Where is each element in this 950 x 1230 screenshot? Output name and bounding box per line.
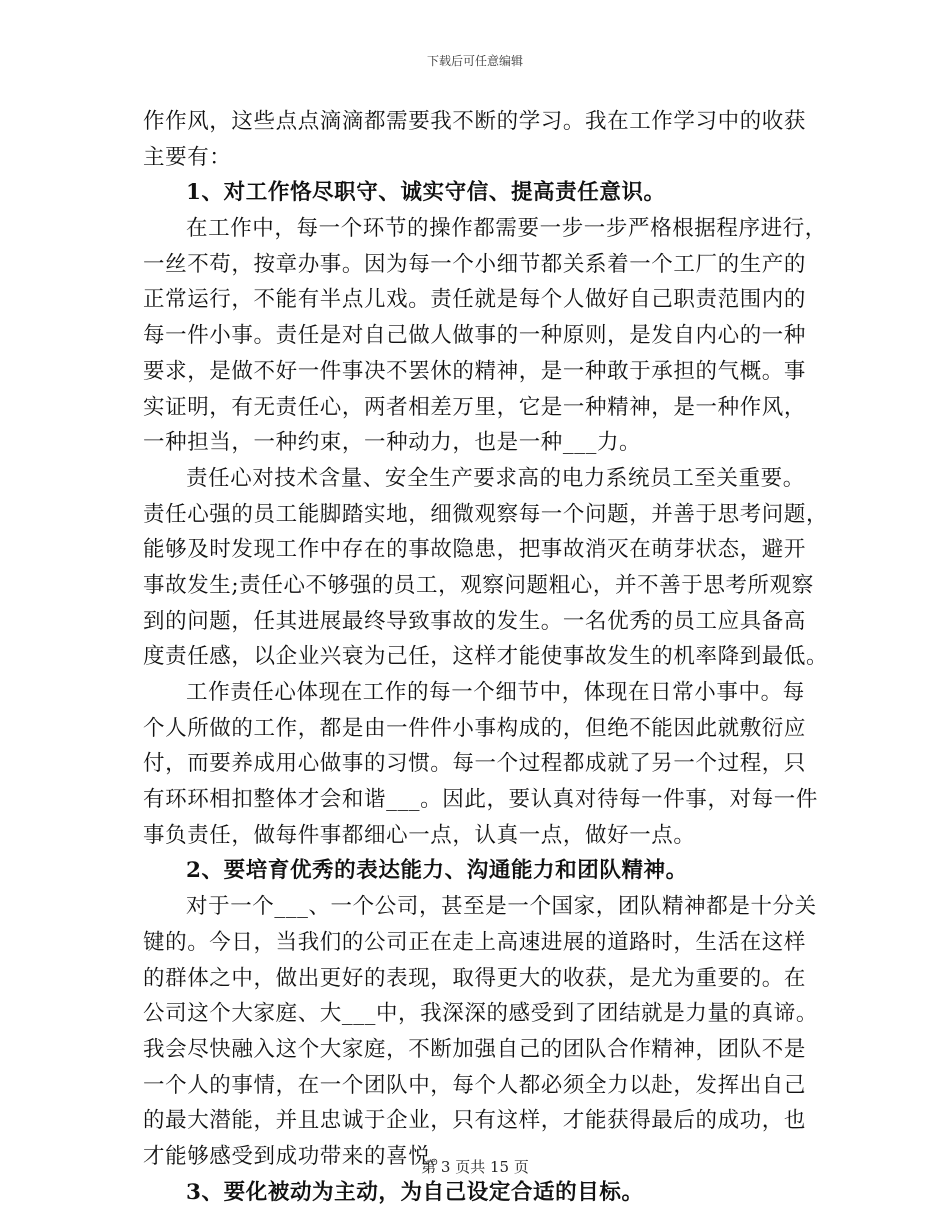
document-body xyxy=(143,104,829,1210)
paragraph-line: 实证明，有无责任心，两者相差万里，它是一种精神，是一种作风， xyxy=(143,394,807,420)
paragraph-line: 对于一个___、一个公司，甚至是一个国家，团队精神都是十分关 xyxy=(186,894,817,920)
paragraph-line: 责任心强的员工能脚踏实地，细微观察每一个问题，并善于思考问题， xyxy=(143,501,829,527)
paragraph-line: 一丝不苟，按章办事。因为每一个小细节都关系着一个工厂的生产的 xyxy=(143,251,807,277)
paragraph-line: 一个人的事情，在一个团队中，每个人都必须全力以赴，发挥出自己 xyxy=(143,1072,807,1098)
paragraph-line: 我会尽快融入这个大家庭，不断加强自己的团队合作精神，团队不是 xyxy=(143,1036,807,1062)
paragraph-line: 才能够感受到成功带来的喜悦。 xyxy=(143,1143,453,1169)
paragraph-line: 到的问题，任其进展最终导致事故的发生。一名优秀的员工应具备高 xyxy=(143,608,807,634)
paragraph-line: 事故发生;责任心不够强的员工，观察问题粗心，并不善于思考所观察 xyxy=(143,572,814,598)
paragraph-line: 主要有： xyxy=(143,144,232,170)
paragraph-line: 责任心对技术含量、安全生产要求高的电力系统员工至关重要。 xyxy=(186,465,805,491)
section-heading: 2、要培育优秀的表达能力、沟通能力和团队精神。 xyxy=(186,858,688,884)
section-heading: 3、要化被动为主动，为自己设定合适的目标。 xyxy=(186,1179,644,1205)
paragraph-line: 个人所做的工作，都是由一件件小事构成的，但绝不能因此就敷衍应 xyxy=(143,715,807,741)
section-heading: 1、对工作恪尽职守、诚实守信、提高责任意识。 xyxy=(186,180,666,206)
paragraph-line: 要求，是做不好一件事决不罢休的精神，是一种敢于承担的气概。事 xyxy=(143,358,807,384)
page-footer: 第 3 页共 15 页 xyxy=(421,1158,529,1176)
paragraph-line: 度责任感，以企业兴衰为己任，这样才能使事故发生的机率降到最低。 xyxy=(143,644,829,670)
page-header: 下载后可任意编辑 xyxy=(426,54,523,68)
paragraph-line: 的群体之中，做出更好的表现，取得更大的收获，是尤为重要的。在 xyxy=(143,965,807,991)
paragraph-line: 在工作中，每一个环节的操作都需要一步一步严格根据程序进行， xyxy=(186,216,827,242)
paragraph-line: 一种担当，一种约束，一种动力，也是一种___力。 xyxy=(143,430,642,456)
paragraph-line: 键的。今日，当我们的公司正在走上高速进展的道路时，生活在这样 xyxy=(143,929,807,955)
paragraph-line: 付，而要养成用心做事的习惯。每一个过程都成就了另一个过程，只 xyxy=(143,751,807,777)
paragraph-line: 的最大潜能，并且忠诚于企业，只有这样，才能获得最后的成功，也 xyxy=(143,1108,807,1134)
paragraph-line: 能够及时发现工作中存在的事故隐患，把事故消灭在萌芽状态，避开 xyxy=(143,537,807,563)
paragraph-line: 工作责任心体现在工作的每一个细节中，体现在日常小事中。每 xyxy=(186,680,805,705)
paragraph-line: 作作风，这些点点滴滴都需要我不断的学习。我在工作学习中的收获 xyxy=(143,109,807,134)
paragraph-line: 正常运行，不能有半点儿戏。责任就是每个人做好自己职责范围内的 xyxy=(143,287,807,313)
paragraph-line: 公司这个大家庭、大___中，我深深的感受到了团结就是力量的真谛。 xyxy=(143,1001,818,1027)
paragraph-line: 每一件小事。责任是对自己做人做事的一种原则，是发自内心的一种 xyxy=(143,323,807,349)
paragraph-line: 有环环相扣整体才会和谐___。因此，要认真对待每一件事，对每一件 xyxy=(143,787,818,813)
paragraph-line: 事负责任，做每件事都细心一点，认真一点，做好一点。 xyxy=(143,822,696,848)
